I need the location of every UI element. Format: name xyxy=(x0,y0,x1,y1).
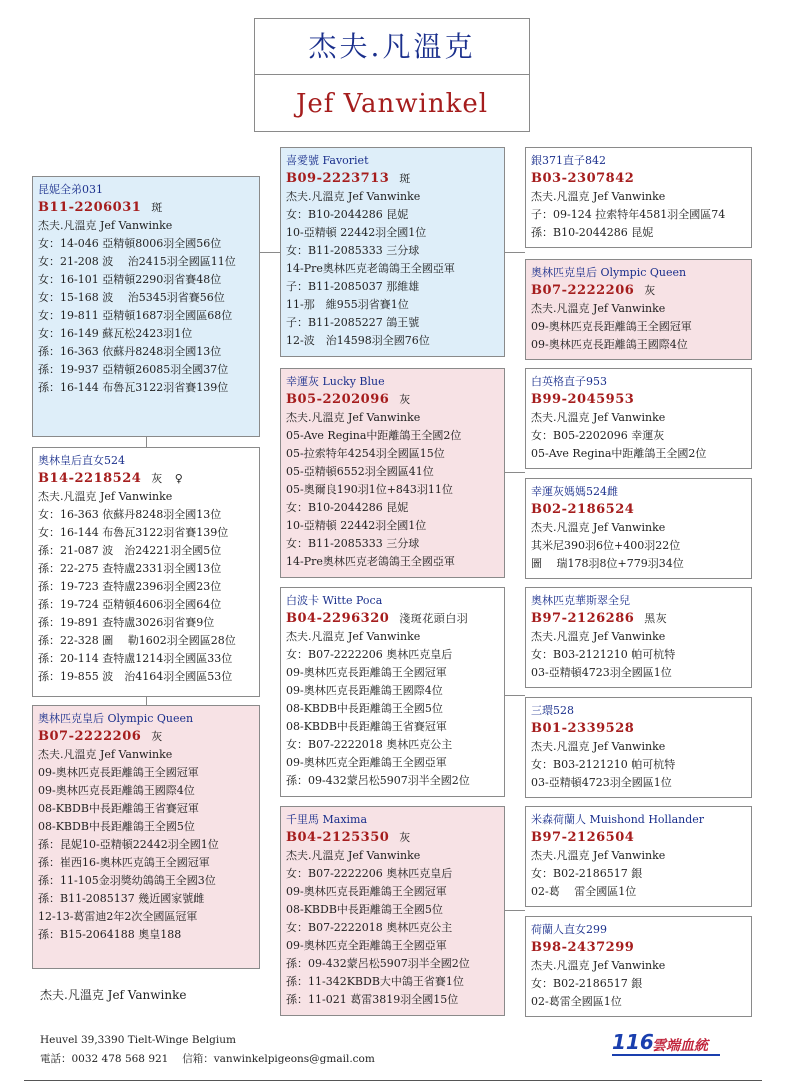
pigeon-lines xyxy=(38,746,254,944)
pigeon-lines xyxy=(531,957,746,1011)
achievement-line: 子：B11-2085227 鴿王號 xyxy=(286,316,420,329)
page-bottom-rule xyxy=(24,1080,762,1081)
achievement-line: 14-Pre奧林匹克老鴿鴿王全國亞軍 xyxy=(286,555,455,568)
pigeon-lines xyxy=(38,217,254,397)
ring-number: B14-2218524 xyxy=(38,471,142,486)
achievement-line: 女：14-046 亞精頓8006羽全國56位 xyxy=(38,237,222,250)
achievement-line: 孫：B11-2085137 幾近國家號雌 xyxy=(38,892,205,905)
achievement-line: 14-Pre奧林匹克老鴿鴿王全國亞軍 xyxy=(286,262,455,275)
pigeon-card-sire xyxy=(280,147,505,357)
pigeon-name: 幸運灰 Lucky Blue xyxy=(286,375,385,388)
pigeon-color: 黑灰 xyxy=(644,612,668,625)
achievement-line: 杰夫.凡溫克 Jef Vanwinke xyxy=(286,190,421,203)
pigeon-lines xyxy=(531,188,746,242)
achievement-line: 09-奧林匹克長距離鴿王國際4位 xyxy=(38,784,195,797)
achievement-line: 孫：20-114 查特盧1214羽全國區33位 xyxy=(38,652,233,665)
achievement-line: 孫：19-724 亞精頓4606羽全國64位 xyxy=(38,598,222,611)
pigeon-name: 白英格直子953 xyxy=(531,375,607,388)
achievement-line: 女：15-168 波 治5345羽省賽56位 xyxy=(38,291,225,304)
achievement-line: 杰夫.凡溫克 Jef Vanwinke xyxy=(286,849,421,862)
achievement-line: 孫：19-723 查特盧2396羽全國23位 xyxy=(38,580,222,593)
ring-number: B97-2126504 xyxy=(531,830,635,845)
pigeon-color: 灰 xyxy=(399,831,411,844)
achievement-line: 08-KBDB中長距離鴿王省賽冠軍 xyxy=(38,802,199,815)
ring-number: B09-2223713 xyxy=(286,171,390,186)
achievement-line: 孫：19-891 查特盧3026羽省賽9位 xyxy=(38,616,215,629)
achievement-line: 10-亞精頓 22442羽全國1位 xyxy=(286,519,427,532)
achievement-line: 12-波 治14598羽全國76位 xyxy=(286,334,430,347)
logo-number: 116 xyxy=(612,1030,654,1054)
pigeon-color: 灰 xyxy=(644,284,656,297)
achievement-line: 女：B02-2186517 銀 xyxy=(531,977,643,990)
ring-number: B99-2045953 xyxy=(531,392,635,407)
connector-sire-ss xyxy=(505,252,525,253)
achievement-line: 09-奧林匹克全距離鴿王全國亞軍 xyxy=(286,939,447,952)
achievement-line: 女：21-208 波 治2415羽全國區11位 xyxy=(38,255,236,268)
achievement-line: 05-亞精頓6552羽全國區41位 xyxy=(286,465,434,478)
pigeon-color: 斑 xyxy=(399,172,411,185)
achievement-line: 孫：B10-2044286 昆妮 xyxy=(531,226,654,239)
pigeon-lines xyxy=(286,628,499,790)
achievement-line: 孫：11-342KBDB大中鴿王省賽1位 xyxy=(286,975,464,988)
achievement-line: 10-亞精頓 22442羽全國1位 xyxy=(286,226,427,239)
pedigree-header xyxy=(254,18,530,132)
achievement-line: 11-那 維955羽省賽1位 xyxy=(286,298,409,311)
achievement-line: 孫：09-432蒙呂松5907羽半全國2位 xyxy=(286,957,470,970)
achievement-line: 女：B03-2121210 帕可杭特 xyxy=(531,758,676,771)
achievement-line: 孫：B15-2064188 奧皇188 xyxy=(38,928,182,941)
achievement-line: 08-KBDB中長距離鴿王全國5位 xyxy=(286,702,443,715)
achievement-line: 子：B11-2085037 那維雄 xyxy=(286,280,420,293)
achievement-line: 杰夫.凡溫克 Jef Vanwinke xyxy=(531,630,666,643)
achievement-line: 孫：22-275 查特盧2331羽全國13位 xyxy=(38,562,222,575)
pigeon-card-sd xyxy=(525,259,752,360)
pigeon-color: 斑 xyxy=(151,201,163,214)
pigeon-card-dss xyxy=(525,368,752,469)
site-logo xyxy=(612,1030,722,1058)
ring-number: B04-2296320 xyxy=(286,611,390,626)
owner-name-chinese: 杰夫.凡溫克 xyxy=(255,19,529,75)
achievement-line: 杰夫.凡溫克 Jef Vanwinke xyxy=(286,411,421,424)
pigeon-card-gdss xyxy=(525,587,752,688)
pigeon-card-dam xyxy=(32,447,260,697)
achievement-line: 杰夫.凡溫克 Jef Vanwinke xyxy=(531,521,666,534)
connector-subject-dam-vertical xyxy=(146,437,147,447)
pigeon-card-subject xyxy=(32,176,260,437)
achievement-line: 03-亞精頓4723羽全國區1位 xyxy=(531,776,672,789)
pigeon-lines xyxy=(531,847,746,901)
pigeon-name: 奧林皇后直女524 xyxy=(38,454,125,467)
achievement-line: 孫：昆妮10-亞精頓22442羽全國1位 xyxy=(38,838,219,851)
pigeon-card-gddd xyxy=(525,916,752,1017)
achievement-line: 02-葛 雷全國區1位 xyxy=(531,885,637,898)
pigeon-name: 三環528 xyxy=(531,704,574,717)
pigeon-name: 白波卡 Witte Poca xyxy=(286,594,383,607)
achievement-line: 孫：16-363 依蘇丹8248羽全國13位 xyxy=(38,345,222,358)
achievement-line: 孫：22-328 圖 勒1602羽全國區28位 xyxy=(38,634,236,647)
achievement-line: 女：16-101 亞精頓2290羽省賽48位 xyxy=(38,273,222,286)
achievement-line: 杰夫.凡溫克 Jef Vanwinke xyxy=(531,411,666,424)
achievement-line: 女：16-149 蘇瓦松2423羽1位 xyxy=(38,327,193,340)
ring-number: B97-2126286 xyxy=(531,611,635,626)
achievement-line: 09-奧林匹克長距離鴿王國際4位 xyxy=(286,684,443,697)
achievement-line: 女：B11-2085333 三分球 xyxy=(286,537,420,550)
achievement-line: 05-奧爾良190羽1位+843羽11位 xyxy=(286,483,453,496)
pigeon-lines xyxy=(531,738,746,792)
pigeon-card-dam-sire xyxy=(280,368,505,578)
achievement-line: 09-奧林匹克長距離鴿王全國冠軍 xyxy=(286,885,447,898)
connector-ds-dss xyxy=(505,472,525,473)
achievement-line: 女：16-363 依蘇丹8248羽全國13位 xyxy=(38,508,222,521)
pigeon-name: 千里馬 Maxima xyxy=(286,813,368,826)
ring-number: B03-2307842 xyxy=(531,171,635,186)
achievement-line: 杰夫.凡溫克 Jef Vanwinke xyxy=(38,490,173,503)
pigeon-name: 奧林匹克皇后 Olympic Queen xyxy=(38,712,194,725)
footer-address: Heuvel 39,3390 Tielt-Winge Belgium xyxy=(40,1034,236,1046)
ring-number: B07-2222206 xyxy=(38,729,142,744)
achievement-line: 杰夫.凡溫克 Jef Vanwinke xyxy=(38,748,173,761)
achievement-line: 女：B05-2202096 幸運灰 xyxy=(531,429,665,442)
achievement-line: 09-奧林匹克長距離鴿王全國冠軍 xyxy=(38,766,199,779)
achievement-line: 女：B03-2121210 帕可杭特 xyxy=(531,648,676,661)
pigeon-color: 灰 xyxy=(151,472,163,485)
achievement-line: 杰夫.凡溫克 Jef Vanwinke xyxy=(531,740,666,753)
achievement-line: 女：B02-2186517 銀 xyxy=(531,867,643,880)
achievement-line: 其米尼390羽6位+400羽22位 xyxy=(531,539,681,552)
achievement-line: 女：B07-2222206 奧林匹克皇后 xyxy=(286,648,453,661)
achievement-line: 女：B10-2044286 昆妮 xyxy=(286,208,409,221)
achievement-line: 女：B11-2085333 三分球 xyxy=(286,244,420,257)
pigeon-name: 奧林匹克皇后 Olympic Queen xyxy=(531,266,687,279)
ring-number: B01-2339528 xyxy=(531,721,635,736)
achievement-line: 孫：11-021 葛雷3819羽全國15位 xyxy=(286,993,459,1006)
achievement-line: 05-拉索特年4254羽全國區15位 xyxy=(286,447,445,460)
achievement-line: 孫：16-144 布魯瓦3122羽省賽139位 xyxy=(38,381,229,394)
pigeon-lines xyxy=(38,488,254,686)
ring-number: B05-2202096 xyxy=(286,392,390,407)
achievement-line: 女：19-811 亞精頓1687羽全國區68位 xyxy=(38,309,233,322)
pigeon-card-dds xyxy=(280,587,505,797)
achievement-line: 孫：09-432蒙呂松5907羽半全國2位 xyxy=(286,774,470,787)
pigeon-name: 幸運灰媽媽524雌 xyxy=(531,485,618,498)
achievement-line: 女：16-144 布魯瓦3122羽省賽139位 xyxy=(38,526,229,539)
ring-number: B98-2437299 xyxy=(531,940,635,955)
pigeon-lines xyxy=(531,519,746,573)
pigeon-color: 灰 xyxy=(399,393,411,406)
achievement-line: 女：B07-2222206 奧林匹克皇后 xyxy=(286,867,453,880)
connector-subject-parents xyxy=(260,252,280,253)
pigeon-card-gdsd xyxy=(525,697,752,798)
pigeon-lines xyxy=(531,409,746,463)
achievement-line: 女：B07-2222018 奧林匹克公主 xyxy=(286,738,453,751)
ring-number: B07-2222206 xyxy=(531,283,635,298)
connector-dds-gdss xyxy=(505,695,525,696)
achievement-line: 女：B10-2044286 昆妮 xyxy=(286,501,409,514)
achievement-line: 09-奧林匹克長距離鴿王國際4位 xyxy=(531,338,688,351)
connector-dam-dd-vertical xyxy=(146,697,147,705)
achievement-line: 女：B07-2222018 奧林匹克公主 xyxy=(286,921,453,934)
pigeon-card-gdds xyxy=(525,806,752,907)
achievement-line: 杰夫.凡溫克 Jef Vanwinke xyxy=(531,959,666,972)
pigeon-lines xyxy=(531,628,746,682)
achievement-line: 杰夫.凡溫克 Jef Vanwinke xyxy=(286,630,421,643)
pigeon-color: 灰 xyxy=(151,730,163,743)
pigeon-card-dam-dam xyxy=(32,705,260,969)
achievement-line: 03-亞精頓4723羽全國區1位 xyxy=(531,666,672,679)
pigeon-card-ddd xyxy=(280,806,505,1016)
achievement-line: 09-奧林匹克長距離鴿王全國冠軍 xyxy=(531,320,692,333)
pigeon-lines xyxy=(286,409,499,571)
achievement-line: 09-奧林匹克長距離鴿王全國冠軍 xyxy=(286,666,447,679)
footer-contact: 電話：0032 478 568 921 信箱：vanwinkelpigeons@gmail.com xyxy=(40,1053,375,1065)
achievement-line: 02-葛雷全國區1位 xyxy=(531,995,622,1008)
pigeon-sex: ♀ xyxy=(174,472,184,485)
pigeon-name: 米森荷蘭人 Muishond Hollander xyxy=(531,813,705,826)
achievement-line: 杰夫.凡溫克 Jef Vanwinke xyxy=(38,219,173,232)
achievement-line: 杰夫.凡溫克 Jef Vanwinke xyxy=(531,190,666,203)
pigeon-lines xyxy=(286,188,499,350)
ring-number: B04-2125350 xyxy=(286,830,390,845)
achievement-line: 12-13-葛雷迪2年2次全國區冠軍 xyxy=(38,910,198,923)
achievement-line: 09-奧林匹克全距離鴿王全國亞軍 xyxy=(286,756,447,769)
pigeon-lines xyxy=(531,300,746,354)
pigeon-card-dsd xyxy=(525,478,752,579)
pigeon-name: 昆妮全弟031 xyxy=(38,183,103,196)
achievement-line: 孫：崔西16-奧林匹克鴿王全國冠軍 xyxy=(38,856,210,869)
pigeon-name: 喜愛號 Favoriet xyxy=(286,154,369,167)
ring-number: B02-2186524 xyxy=(531,502,635,517)
achievement-line: 08-KBDB中長距離鴿王全國5位 xyxy=(38,820,195,833)
ring-number: B11-2206031 xyxy=(38,200,142,215)
logo-underline xyxy=(612,1054,720,1056)
pigeon-lines xyxy=(286,847,499,1009)
pigeon-card-ss xyxy=(525,147,752,248)
achievement-line: 杰夫.凡溫克 Jef Vanwinke xyxy=(531,302,666,315)
owner-name-english: Jef Vanwinkel xyxy=(295,89,489,119)
logo-text: 雲端血統 xyxy=(652,1038,708,1054)
achievement-line: 孫：21-087 波 治24221羽全國5位 xyxy=(38,544,222,557)
connector-ddd-gdds xyxy=(505,910,525,911)
pigeon-name: 荷蘭人直女299 xyxy=(531,923,607,936)
pigeon-name: 銀371直子842 xyxy=(531,154,606,167)
achievement-line: 子：09-124 拉索特年4581羽全國區74 xyxy=(531,208,726,221)
achievement-line: 05-Ave Regina中距離鴿王全國2位 xyxy=(531,447,707,460)
achievement-line: 08-KBDB中長距離鴿王省賽冠軍 xyxy=(286,720,447,733)
pigeon-color: 淺斑花頭白羽 xyxy=(399,612,469,625)
pigeon-name: 奧林匹克華斯翠全兒 xyxy=(531,594,630,607)
achievement-line: 圖 瑞178羽8位+779羽34位 xyxy=(531,557,684,570)
achievement-line: 孫：11-105金羽獎幼鴿鴿王全國3位 xyxy=(38,874,216,887)
achievement-line: 05-Ave Regina中距離鴿王全國2位 xyxy=(286,429,462,442)
breeder-signature: 杰夫.凡溫克 Jef Vanwinke xyxy=(40,988,187,1002)
achievement-line: 孫：19-855 波 治4164羽全國區53位 xyxy=(38,670,233,683)
achievement-line: 孫：19-937 亞精頓26085羽全國37位 xyxy=(38,363,229,376)
achievement-line: 08-KBDB中長距離鴿王全國5位 xyxy=(286,903,443,916)
achievement-line: 杰夫.凡溫克 Jef Vanwinke xyxy=(531,849,666,862)
